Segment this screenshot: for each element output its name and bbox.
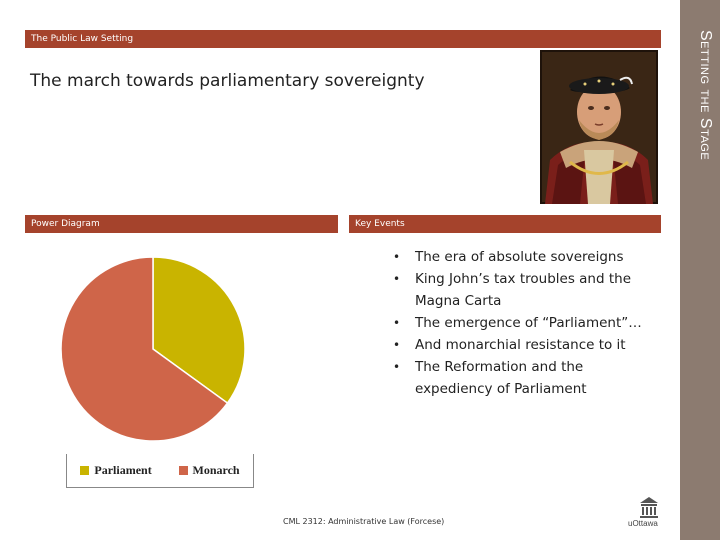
bullet-icon: • — [393, 272, 401, 286]
portrait-image — [540, 50, 658, 204]
legend-swatch — [80, 466, 89, 475]
uottawa-logo-text: uOttawa — [628, 519, 658, 528]
slide-title: The march towards parliamentary sovereignty — [30, 71, 425, 91]
bullet-icon: • — [393, 360, 401, 374]
legend-item-monarch — [179, 463, 240, 478]
key-event-item — [393, 334, 663, 356]
footer-course-label: CML 2312: Administrative Law (Forcese) — [283, 517, 445, 526]
portrait-icon — [540, 50, 658, 204]
bullet-icon: • — [393, 316, 401, 330]
university-building-icon — [624, 495, 674, 519]
legend-item-parliament — [80, 463, 151, 478]
key-events-list — [393, 246, 663, 400]
side-title: Setting the Stage — [697, 30, 714, 161]
key-event-item — [393, 246, 663, 268]
power-pie-chart — [60, 254, 256, 492]
section-bar-power-diagram: Power Diagram — [25, 215, 338, 233]
bullet-icon: • — [393, 338, 401, 352]
key-event-text: And monarchial resistance to it — [415, 337, 626, 353]
key-event-text: The emergence of “Parliament”… — [415, 315, 642, 331]
key-event-text: King John’s tax troubles and the Magna Carta — [415, 271, 631, 309]
section-bar-public-law: The Public Law Setting — [25, 30, 661, 48]
key-event-item — [393, 268, 663, 312]
key-event-item — [393, 312, 663, 334]
key-event-item — [393, 356, 663, 400]
legend-label: Parliament — [94, 463, 152, 477]
bullet-icon: • — [393, 250, 401, 264]
pie-chart-svg — [60, 254, 256, 454]
key-event-text: The Reformation and the expediency of Parliament — [415, 359, 587, 397]
legend-label: Monarch — [192, 463, 240, 477]
chart-legend — [66, 454, 254, 488]
section-bar-key-events: Key Events — [349, 215, 661, 233]
key-event-text: The era of absolute sovereigns — [415, 249, 624, 265]
legend-swatch — [179, 466, 188, 475]
